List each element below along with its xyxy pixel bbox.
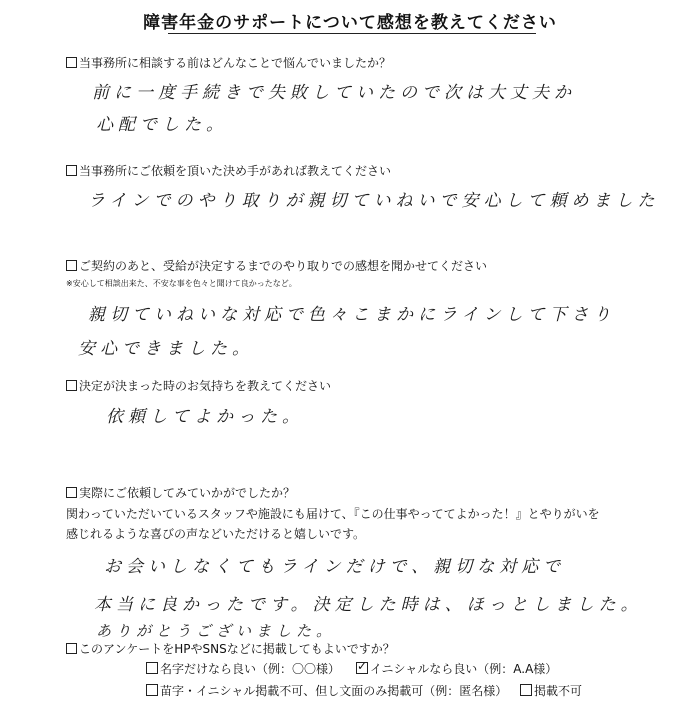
question-1 xyxy=(66,54,391,71)
question-3 xyxy=(66,257,487,274)
option-initials[interactable] xyxy=(356,660,557,677)
question-6 xyxy=(66,640,395,657)
checkbox-icon xyxy=(66,380,77,391)
checkbox-icon xyxy=(66,165,77,176)
checkbox-icon[interactable] xyxy=(146,662,158,674)
answer-1-line-1: 前に一度手続きで失敗していたので次は大丈夫か xyxy=(92,83,576,103)
checkbox-icon[interactable] xyxy=(356,662,368,674)
checkbox-icon xyxy=(66,487,77,498)
question-5-body-line-2: 感じれるような喜びの声などいただけると嬉しいです。 xyxy=(66,527,366,541)
answer-4-line-1: 依頼してよかった。 xyxy=(106,407,304,427)
question-1-text: 当事務所に相談する前はどんなことで悩んでいましたか？ xyxy=(79,56,392,70)
option-surname-only[interactable] xyxy=(146,660,340,677)
title-underline xyxy=(168,33,536,34)
checkbox-icon[interactable] xyxy=(520,684,532,696)
answer-3-line-1: 親切ていねいな対応で色々こまかにラインして下さり xyxy=(88,305,616,325)
question-5-body-line-1: 関わっていただいているスタッフや施設にも届けて、『この仕事やっててよかった！』とやりがいを xyxy=(66,507,600,521)
question-4-text: 決定が決まった時のお気持ちを教えてください xyxy=(79,379,332,393)
answer-5-line-2: 本当に良かったです。決定した時は、ほっとしました。 xyxy=(94,595,643,615)
answer-3-line-2: 安心できました。 xyxy=(78,339,254,359)
answer-5-line-1: お会いしなくてもラインだけで、親切な対応で xyxy=(104,557,566,577)
option-no-publish-label: 掲載不可 xyxy=(534,684,583,698)
question-6-text: このアンケートをHPやSNSなどに掲載してもよいですか？ xyxy=(79,642,395,656)
answer-2-line-1: ラインでのやり取りが親切ていねいで安心して頼めました xyxy=(88,191,660,211)
question-3-text: ご契約のあと、受給が決定するまでのやり取りでの感想を聞かせてください xyxy=(79,259,488,273)
option-surname-only-label: 名字だけなら良い（例：〇〇様） xyxy=(160,662,341,676)
page-title: 障害年金のサポートについて感想を教えてください xyxy=(143,13,557,33)
checkbox-icon xyxy=(66,260,77,271)
question-4 xyxy=(66,377,331,394)
checkbox-icon xyxy=(66,57,77,68)
question-5 xyxy=(66,484,295,501)
answer-5-line-3: ありがとうございました。 xyxy=(96,622,337,640)
question-3-example: ※安心して相談出来た、不安な事を色々と聞けて良かったなど。 xyxy=(66,279,297,288)
question-2 xyxy=(66,162,391,179)
option-initials-label: イニシャルなら良い（例：A.A様） xyxy=(370,662,558,676)
checkbox-icon xyxy=(66,643,77,654)
question-2-text: 当事務所にご依頼を頂いた決め手があれば教えてください xyxy=(79,164,392,178)
option-anonymous-label: 苗字・イニシャル掲載不可、但し文面のみ掲載可（例：匿名様） xyxy=(160,684,508,698)
option-no-publish[interactable] xyxy=(520,682,582,699)
answer-1-line-2: 心配でした。 xyxy=(96,115,228,135)
option-anonymous[interactable] xyxy=(146,682,507,699)
checkbox-icon[interactable] xyxy=(146,684,158,696)
question-5-text: 実際にご依頼してみていかがでしたか？ xyxy=(79,486,296,500)
